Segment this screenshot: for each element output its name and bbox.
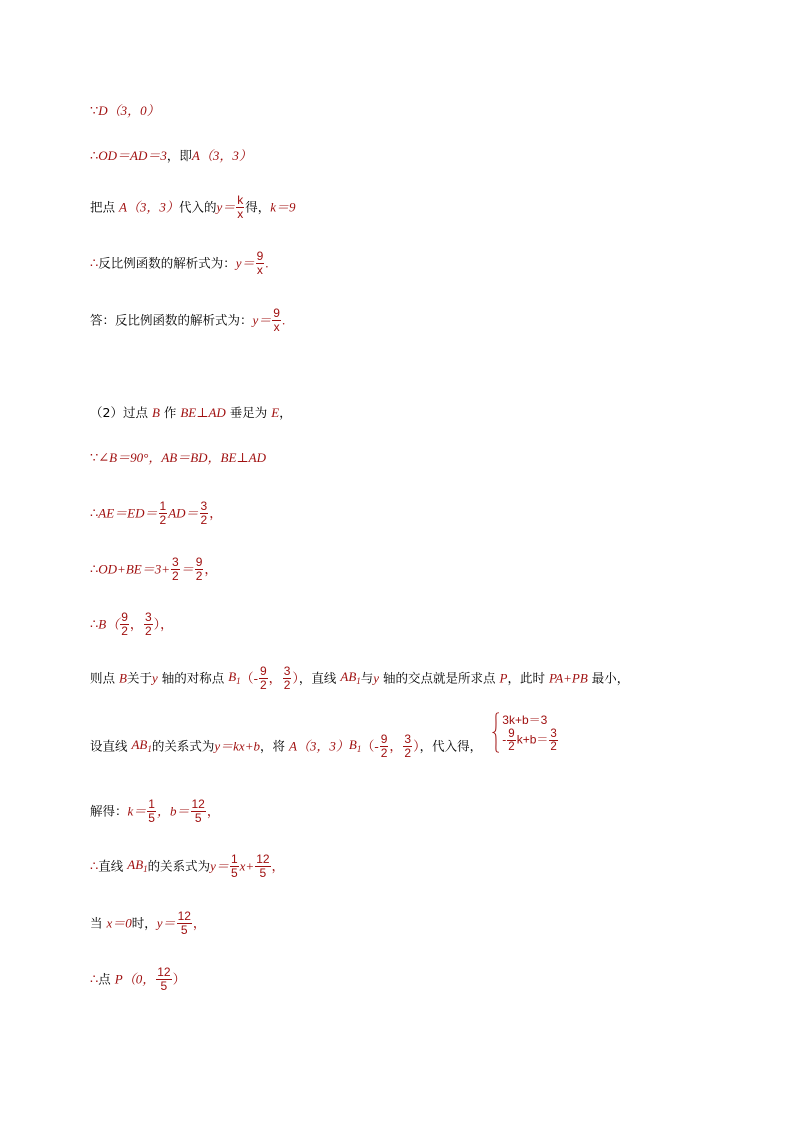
comma: ， xyxy=(389,738,403,754)
therefore-symbol: ∴ xyxy=(90,505,99,521)
comma: ， xyxy=(279,405,292,420)
comma: ， xyxy=(209,505,223,521)
ad-eq: AD＝ xyxy=(168,505,199,521)
therefore-symbol: ∴ xyxy=(90,255,99,271)
text-shi: 时， xyxy=(131,915,157,931)
y-eq: y＝ xyxy=(156,915,176,931)
fraction-3-over-2: $\frac{3}{2}$ xyxy=(283,664,291,692)
be-perp-ad: BE⊥AD xyxy=(180,405,226,420)
line-ab1-expression xyxy=(90,853,285,880)
k-value: k＝9 xyxy=(270,199,296,215)
y-eq: y＝ xyxy=(235,255,255,271)
text-symmetric: 轴的对称点 xyxy=(157,670,229,686)
paren-open: （- xyxy=(240,670,258,686)
point-a: A（3，3） xyxy=(118,199,179,215)
fraction-3-over-2: $\frac{3}{2}$ xyxy=(172,555,179,583)
point-b1: $B_1$ xyxy=(348,736,362,754)
x-eq-zero: x＝0 xyxy=(106,915,132,931)
line-given-d xyxy=(90,103,160,120)
line-symmetric-point xyxy=(90,665,629,692)
fraction-12-over-5: $\frac{12}{5}$ xyxy=(177,909,191,937)
point-p-open: P（0， xyxy=(114,971,156,987)
comma: ， xyxy=(192,915,206,931)
y-axis: y xyxy=(151,670,158,686)
y-eq: y＝ xyxy=(210,858,229,874)
fraction-1-over-5: $\frac{1}{5}$ xyxy=(230,852,238,880)
therefore-symbol: ∴ xyxy=(90,148,99,163)
fraction-9-over-2: $\frac{9}{2}$ xyxy=(121,610,128,638)
fraction-3-over-2: $\frac{3}{2}$ xyxy=(144,610,152,638)
line-od-be xyxy=(90,556,217,583)
line-given-angle xyxy=(90,450,266,467)
point-a: A（3，3） xyxy=(191,148,252,163)
ae-ed-eq: AE＝ED＝ xyxy=(98,505,158,521)
period: . xyxy=(281,312,286,328)
because-symbol: ∵ xyxy=(90,103,99,118)
comma: ， xyxy=(129,616,143,632)
text-jiede: 解得： xyxy=(90,803,128,819)
y-axis: y xyxy=(373,670,380,686)
line-ab1: $AB_1$ xyxy=(127,856,148,874)
text-badian: 把点 xyxy=(90,199,119,215)
point-e: E xyxy=(271,405,280,420)
comma: ， xyxy=(271,858,285,874)
line-part-2 xyxy=(90,405,292,422)
comma: ， xyxy=(268,670,282,686)
point-b: B xyxy=(118,670,127,686)
b-eq: ，b＝ xyxy=(156,803,190,819)
paren-close: ） xyxy=(413,738,420,754)
equals: ＝ xyxy=(180,561,194,577)
because-symbol: ∵ xyxy=(90,450,99,465)
angle-conditions: ∠B＝90°，AB＝BD，BE⊥AD xyxy=(98,450,266,465)
text-guanyu: 关于 xyxy=(126,670,152,686)
text-substitute: ，代入得， xyxy=(419,738,483,754)
text-expression: 反比例函数的解析式为： xyxy=(98,255,236,271)
text-set-line: 设直线 xyxy=(90,738,132,754)
text-zuo: 作 xyxy=(159,405,181,420)
therefore-symbol: ∴ xyxy=(90,971,99,987)
line-point-b xyxy=(90,611,173,638)
paren-close: ） xyxy=(172,971,186,987)
therefore-symbol: ∴ xyxy=(90,616,99,632)
fraction-3-over-2: $\frac{3}{2}$ xyxy=(200,499,208,527)
text-relation: 的关系式为 xyxy=(147,858,211,874)
k-eq: k＝ xyxy=(127,803,147,819)
fraction-9-over-2: $\frac{9}{2}$ xyxy=(259,664,267,692)
point-a: A（3，3） xyxy=(288,738,349,754)
text-yu: 与 xyxy=(360,670,374,686)
text-jiang: ，将 xyxy=(259,738,289,754)
paren-close: ） xyxy=(292,670,299,686)
point-b-open: B（ xyxy=(98,616,120,632)
line-function-expression xyxy=(90,250,269,277)
equation-system xyxy=(492,712,559,753)
text-foot: 垂足为 xyxy=(225,405,272,420)
text-line: ，直线 xyxy=(298,670,341,686)
fraction-12-over-5: $\frac{12}{5}$ xyxy=(191,797,205,825)
pa-pb: PA+PB xyxy=(548,670,588,686)
y-eq: y＝ xyxy=(216,199,236,215)
text-intersection: 轴的交点就是所求点 xyxy=(379,670,500,686)
comma: ， xyxy=(206,803,220,819)
point-b-close: ）， xyxy=(153,616,174,632)
fraction-12-over-5: $\frac{12}{5}$ xyxy=(157,965,171,993)
text-cishi: ，此时 xyxy=(507,670,549,686)
line-ab1: $AB_1$ xyxy=(340,668,361,686)
text-ji: ，即 xyxy=(166,148,192,163)
text-minimum: 最小， xyxy=(587,670,630,686)
point-b: B xyxy=(151,405,160,420)
line-ab1: $AB_1$ xyxy=(131,736,152,754)
text-zedian: 则点 xyxy=(90,670,119,686)
x-plus: x+ xyxy=(239,858,255,874)
y-eq: y＝ xyxy=(252,312,272,328)
text-dang: 当 xyxy=(90,915,107,931)
fraction-9-over-x: $\frac{9}{x}$ xyxy=(273,306,280,334)
line-x-zero xyxy=(90,910,206,937)
fraction-1-over-2: $\frac{1}{2}$ xyxy=(159,499,167,527)
fraction-9-over-2: $\frac{9}{2}$ xyxy=(195,555,203,583)
text-line: 直线 xyxy=(98,858,128,874)
text-de: 得， xyxy=(245,199,271,215)
line-ae-ed xyxy=(90,500,222,527)
fraction-12-over-5: $\frac{12}{5}$ xyxy=(256,852,270,880)
line-od-ad xyxy=(90,148,252,165)
point-b1: $B_1$ xyxy=(228,668,241,686)
point-d: D（3，0） xyxy=(98,103,160,118)
text-dian: 点 xyxy=(98,971,115,987)
comma: ， xyxy=(204,561,218,577)
equation-2: - $\frac{9}{2}$ k+b＝ $\frac{3}{2}$ xyxy=(502,728,557,753)
fraction-3-over-2: $\frac{3}{2}$ xyxy=(404,732,412,760)
text-answer: 答：反比例函数的解析式为： xyxy=(90,312,253,328)
line-solution xyxy=(90,798,220,825)
od-ad-eq: OD＝AD＝3 xyxy=(98,148,167,163)
period: . xyxy=(265,255,269,271)
text-dairu: 代入的 xyxy=(178,199,217,215)
therefore-symbol: ∴ xyxy=(90,561,99,577)
line-answer xyxy=(90,307,285,334)
therefore-symbol: ∴ xyxy=(90,858,99,874)
line-equation-system xyxy=(90,713,559,760)
fraction-9-over-x: $\frac{9}{x}$ xyxy=(256,249,264,277)
linear-form: y＝kx+b xyxy=(214,738,260,754)
line-substitute-a xyxy=(90,194,296,221)
fraction-k-over-x: $\frac{k}{x}$ xyxy=(237,193,244,221)
fraction-1-over-5: $\frac{1}{5}$ xyxy=(148,797,155,825)
text-relation: 的关系式为 xyxy=(151,738,215,754)
equation-1: 3k+b＝3 xyxy=(502,713,548,727)
left-brace-icon xyxy=(492,712,500,753)
paren-open: （- xyxy=(361,738,379,754)
fraction-9-over-2: $\frac{9}{2}$ xyxy=(380,732,388,760)
point-p: P xyxy=(499,670,508,686)
line-point-p xyxy=(90,966,186,993)
od-be-sum: OD+BE＝3+ xyxy=(98,561,170,577)
text-part2: （2）过点 xyxy=(90,405,152,420)
